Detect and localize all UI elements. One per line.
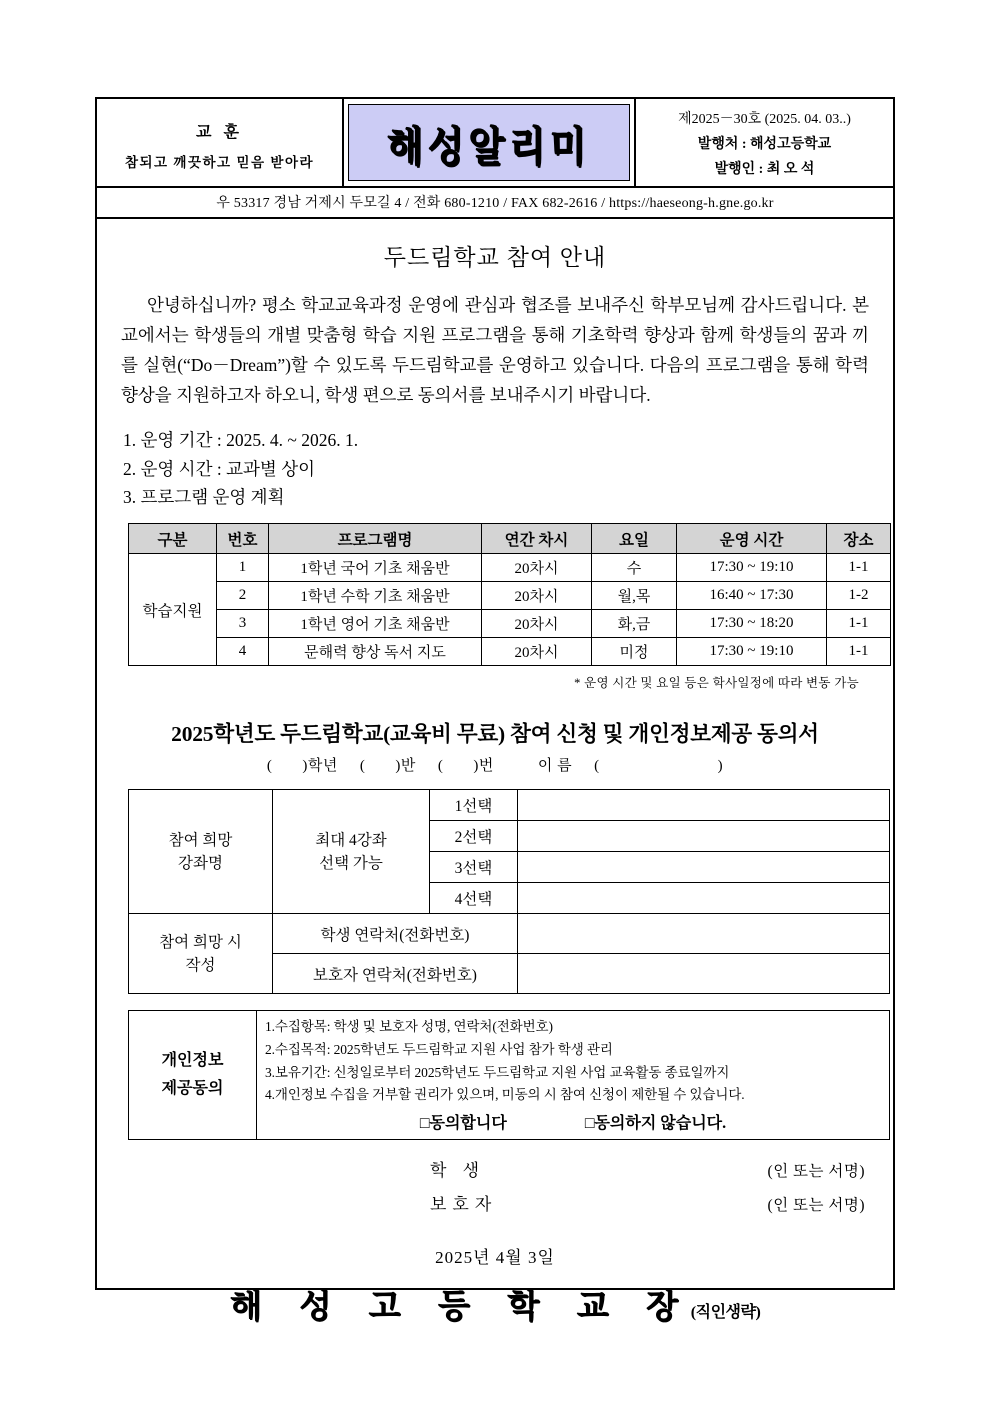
seal-omitted-note: (직인생략)	[690, 1304, 761, 1322]
cell-place: 1-1	[827, 554, 891, 582]
cell-max-courses-label	[273, 790, 430, 914]
cell-choice-4-label: 4선택	[430, 883, 518, 914]
cell-day: 미정	[592, 638, 677, 666]
cell-place: 1-2	[827, 582, 891, 610]
cell-time: 17:30 ~ 19:10	[677, 638, 827, 666]
table-row	[129, 914, 890, 954]
cell-program-name: 1학년 영어 기초 채움반	[269, 610, 482, 638]
contact-label-line2: 작성	[185, 956, 216, 974]
privacy-line-items: 1.수집항목: 학생 및 보호자 성명, 연락처(전화번호)	[265, 1019, 553, 1035]
cell-wish-course-label	[129, 790, 273, 914]
school-signature	[121, 1280, 869, 1327]
cell-number: 1	[217, 554, 269, 582]
school-motto-cell	[97, 99, 344, 186]
col-header-category: 구분	[129, 524, 217, 554]
input-student-phone[interactable]	[518, 914, 890, 954]
col-header-place: 장소	[827, 524, 891, 554]
col-header-sessions: 연간 차시	[482, 524, 592, 554]
paren-open-class: (	[359, 758, 366, 775]
signature-block	[121, 1156, 869, 1215]
consent-checkbox-row	[265, 1110, 881, 1133]
table-row	[129, 582, 891, 610]
publisher-person: 발행인 : 최 오 석	[714, 161, 815, 177]
privacy-label-line2: 제공동의	[161, 1080, 224, 1098]
cell-choice-2-label: 2선택	[430, 821, 518, 852]
cell-sessions: 20차시	[482, 554, 592, 582]
grade-label: )학년	[302, 758, 338, 775]
privacy-line-rights: 4.개인정보 수집을 거부할 권리가 있으며, 미동의 시 참여 신청이 제한될 수 있습니다.	[265, 1087, 745, 1103]
cell-sessions: 20차시	[482, 610, 592, 638]
paren-close-name: )	[717, 758, 724, 775]
table-row	[129, 610, 891, 638]
privacy-line-retention: 3.보유기간: 신청일로부터 2025학년도 두드림학교 지원 사업 교육활동 종료일까지	[265, 1064, 730, 1080]
cell-choice-1-label: 1선택	[430, 790, 518, 821]
page-title: 두드림학교 참여 안내	[383, 245, 607, 270]
cell-number: 2	[217, 582, 269, 610]
privacy-line-purpose: 2.수집목적: 2025학년도 두드림학교 지원 사업 참가 학생 관리	[265, 1042, 613, 1058]
document-body	[97, 219, 893, 1327]
table-row	[129, 638, 891, 666]
cell-program-name: 1학년 국어 기초 채움반	[269, 554, 482, 582]
list-item-plan: 3. 프로그램 운영 계획	[123, 487, 285, 508]
cell-number: 3	[217, 610, 269, 638]
col-header-time: 운영 시간	[677, 524, 827, 554]
cell-sessions: 20차시	[482, 638, 592, 666]
table-row	[129, 790, 890, 821]
cell-time: 17:30 ~ 19:10	[677, 554, 827, 582]
document-page	[95, 97, 895, 1326]
max-label-line2: 선택 가능	[319, 854, 383, 872]
signature-label-guardian: 보호자	[430, 1195, 498, 1215]
motto-text: 참되고 깨끗하고 믿음 받아라	[124, 154, 315, 170]
input-choice-3[interactable]	[518, 852, 890, 883]
name-label: 이 름	[537, 758, 573, 775]
intro-paragraph: 안녕하십니까? 평소 학교교육과정 운영에 관심과 협조를 보내주신 학부모님께 감사드립니다. 본교에서는 학생들의 개별 맞춤형 학습 지원 프로그램을 통해 기초학력 향상과 함께 학생들의 꿈과 끼를 실현(“Do－Dream”)할 수 있도록 두드림학교를 운영하고 있습니다. 다음의 프로그램을 통해 학력향상을 지원하고자 하오니, 학생 편으로 동의서를 보내주시기 바랍니다.	[121, 295, 869, 406]
number-label: )번	[473, 758, 494, 775]
cell-choice-3-label: 3선택	[430, 852, 518, 883]
signature-mark-student[interactable]: (인 또는 서명)	[767, 1163, 865, 1181]
cell-privacy-terms	[257, 1011, 890, 1140]
student-identity-line	[121, 754, 869, 775]
privacy-label-line1: 개인정보	[161, 1052, 224, 1070]
max-label-line1: 최대 4강좌	[315, 831, 387, 849]
masthead	[97, 99, 893, 188]
newsletter-banner-cell	[344, 99, 636, 186]
issue-date: 2025년 4월 3일	[435, 1248, 555, 1268]
newsletter-banner-title: 해성알리미	[387, 122, 591, 171]
class-label: )반	[395, 758, 416, 775]
cell-place: 1-1	[827, 610, 891, 638]
cell-student-phone-label: 학생 연락처(전화번호)	[273, 914, 518, 954]
cell-place: 1-1	[827, 638, 891, 666]
col-header-program-name: 프로그램명	[269, 524, 482, 554]
cell-contact-section-label	[129, 914, 273, 994]
input-choice-2[interactable]	[518, 821, 890, 852]
input-choice-1[interactable]	[518, 790, 890, 821]
cell-time: 16:40 ~ 17:30	[677, 582, 827, 610]
signature-mark-guardian[interactable]: (인 또는 서명)	[767, 1197, 865, 1215]
schedule-note: * 운영 시간 및 요일 등은 학사일정에 따라 변동 가능	[574, 676, 859, 691]
table-header-row	[129, 524, 891, 554]
paren-open-number: (	[437, 758, 444, 775]
signature-row-guardian	[121, 1190, 865, 1215]
list-item-period: 1. 운영 기간 : 2025. 4. ~ 2026. 1.	[123, 430, 359, 451]
signature-label-student: 학 생	[430, 1161, 486, 1181]
program-table	[128, 523, 891, 666]
consent-form-title: 2025학년도 두드림학교(교육비 무료) 참여 신청 및 개인정보제공 동의서	[171, 722, 819, 747]
input-choice-4[interactable]	[518, 883, 890, 914]
contact-label-line1: 참여 희망 시	[159, 933, 242, 951]
cell-program-name: 1학년 수학 기초 채움반	[269, 582, 482, 610]
newsletter-banner-box	[348, 104, 630, 181]
cell-day: 수	[592, 554, 677, 582]
input-guardian-phone[interactable]	[518, 954, 890, 994]
wish-label-line2: 강좌명	[178, 854, 223, 872]
table-row	[129, 1011, 890, 1140]
publisher-org: 발행처 : 해성고등학교	[697, 136, 832, 152]
issue-number: 제2025－30호 (2025. 04. 03..)	[678, 111, 851, 127]
privacy-consent-table	[128, 1010, 890, 1140]
paren-open-grade: (	[266, 758, 273, 775]
col-header-day: 요일	[592, 524, 677, 554]
cell-program-name: 문해력 향상 독서 지도	[269, 638, 482, 666]
cell-guardian-phone-label: 보호자 연락처(전화번호)	[273, 954, 518, 994]
checkbox-agree[interactable]: □동의합니다	[419, 1115, 507, 1133]
col-header-number: 번호	[217, 524, 269, 554]
wish-label-line1: 참여 희망	[168, 831, 233, 849]
table-row	[129, 554, 891, 582]
paren-open-name: (	[594, 758, 600, 775]
cell-time: 17:30 ~ 18:20	[677, 610, 827, 638]
list-item-hours: 2. 운영 시간 : 교과별 상이	[123, 458, 316, 479]
school-principal-title: 해 성 고 등 학 교 장	[229, 1286, 691, 1326]
cell-day: 화,금	[592, 610, 677, 638]
application-table	[128, 789, 890, 994]
signature-row-student	[121, 1156, 865, 1181]
cell-sessions: 20차시	[482, 582, 592, 610]
cell-number: 4	[217, 638, 269, 666]
cell-day: 월,목	[592, 582, 677, 610]
issue-info-cell	[636, 99, 893, 186]
cell-privacy-label	[129, 1011, 257, 1140]
checkbox-disagree[interactable]: □동의하지 않습니다.	[584, 1115, 727, 1133]
motto-title: 교 훈	[196, 123, 243, 141]
school-address-bar: 우 53317 경남 거제시 두모길 4 / 전화 680-1210 / FAX 682-2616 / https://haeseong-h.gne.go.kr	[97, 188, 893, 219]
cell-category: 학습지원	[129, 554, 217, 666]
